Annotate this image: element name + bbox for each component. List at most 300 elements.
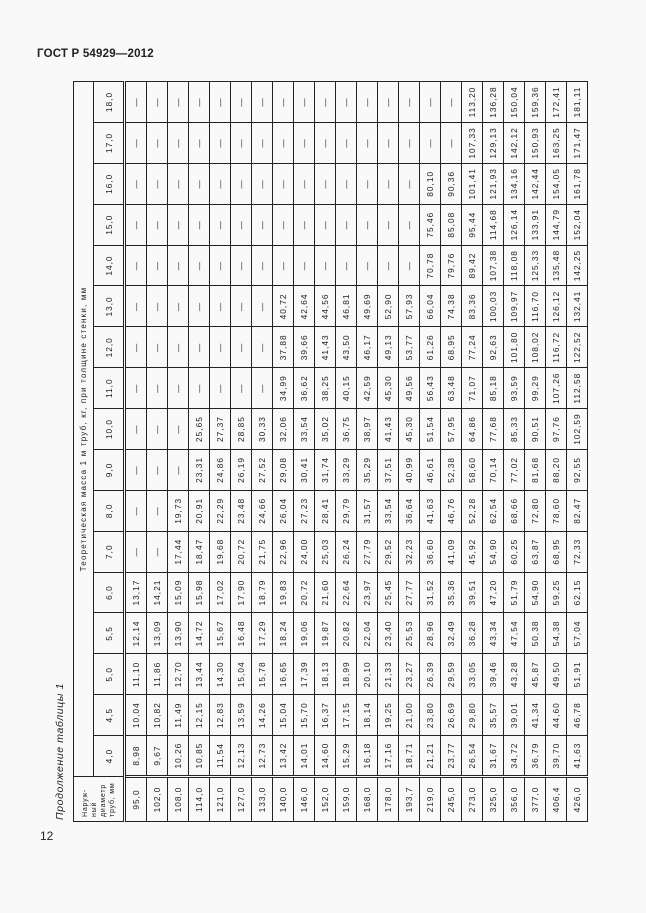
mass-value-cell: 33,29 bbox=[336, 450, 357, 491]
mass-value-cell: 26,19 bbox=[231, 450, 252, 491]
mass-value-cell: 35,29 bbox=[357, 450, 378, 491]
mass-value-cell: 129,13 bbox=[483, 123, 504, 164]
mass-value-cell: 19,68 bbox=[210, 531, 231, 572]
mass-value-cell: 26,39 bbox=[420, 654, 441, 695]
mass-value-cell: 126,14 bbox=[504, 204, 525, 245]
mass-value-cell: 50,38 bbox=[525, 613, 546, 654]
empty-mass-cell: — bbox=[378, 163, 399, 204]
empty-mass-cell: — bbox=[315, 123, 336, 164]
mass-value-cell: 142,25 bbox=[567, 245, 588, 286]
diameter-cell: 146,0 bbox=[294, 777, 315, 822]
mass-value-cell: 29,59 bbox=[441, 654, 462, 695]
mass-value-cell: 17,02 bbox=[210, 572, 231, 613]
mass-value-cell: 62,54 bbox=[483, 490, 504, 531]
mass-value-cell: 142,12 bbox=[504, 123, 525, 164]
mass-value-cell: 27,23 bbox=[294, 490, 315, 531]
mass-value-cell: 19,06 bbox=[294, 613, 315, 654]
mass-value-cell: 68,66 bbox=[504, 490, 525, 531]
mass-value-cell: 14,21 bbox=[147, 572, 168, 613]
mass-value-cell: 52,28 bbox=[462, 490, 483, 531]
mass-value-cell: 22,64 bbox=[336, 572, 357, 613]
empty-mass-cell: — bbox=[252, 163, 273, 204]
mass-value-cell: 34,99 bbox=[273, 368, 294, 409]
diameter-cell: 140,0 bbox=[273, 777, 294, 822]
mass-value-cell: 12,70 bbox=[168, 654, 189, 695]
empty-mass-cell: — bbox=[168, 123, 189, 164]
mass-value-cell: 19,83 bbox=[273, 572, 294, 613]
mass-value-cell: 32,06 bbox=[273, 409, 294, 450]
mass-value-cell: 23,40 bbox=[378, 613, 399, 654]
table-row bbox=[525, 82, 546, 822]
mass-value-cell: 22,29 bbox=[210, 490, 231, 531]
mass-value-cell: 116,72 bbox=[546, 327, 567, 368]
mass-value-cell: 11,49 bbox=[168, 695, 189, 736]
empty-mass-cell: — bbox=[294, 204, 315, 245]
empty-mass-cell: — bbox=[294, 245, 315, 286]
mass-value-cell: 21,00 bbox=[399, 695, 420, 736]
empty-mass-cell: — bbox=[210, 368, 231, 409]
mass-value-cell: 14,30 bbox=[210, 654, 231, 695]
mass-value-cell: 35,36 bbox=[441, 572, 462, 613]
mass-value-cell: 53,77 bbox=[399, 327, 420, 368]
mass-value-cell: 12,14 bbox=[125, 613, 147, 654]
empty-mass-cell: — bbox=[273, 245, 294, 286]
empty-mass-cell: — bbox=[252, 327, 273, 368]
mass-value-cell: 88,20 bbox=[546, 450, 567, 491]
mass-value-cell: 121,93 bbox=[483, 163, 504, 204]
empty-mass-cell: — bbox=[189, 204, 210, 245]
table-row bbox=[420, 82, 441, 822]
empty-mass-cell: — bbox=[168, 409, 189, 450]
empty-mass-cell: — bbox=[168, 82, 189, 123]
mass-value-cell: 17,29 bbox=[252, 613, 273, 654]
mass-value-cell: 15,98 bbox=[189, 572, 210, 613]
thickness-header-cell: 14,0 bbox=[94, 245, 125, 286]
mass-value-cell: 42,64 bbox=[294, 286, 315, 327]
table-row bbox=[378, 82, 399, 822]
mass-value-cell: 77,68 bbox=[483, 409, 504, 450]
empty-mass-cell: — bbox=[399, 204, 420, 245]
empty-mass-cell: — bbox=[189, 123, 210, 164]
mass-value-cell: 38,97 bbox=[357, 409, 378, 450]
mass-value-cell: 23,77 bbox=[441, 736, 462, 777]
empty-mass-cell: — bbox=[315, 245, 336, 286]
empty-mass-cell: — bbox=[147, 450, 168, 491]
mass-value-cell: 51,79 bbox=[504, 572, 525, 613]
mass-value-cell: 23,80 bbox=[420, 695, 441, 736]
diameter-cell: 121,0 bbox=[210, 777, 231, 822]
mass-value-cell: 97,76 bbox=[546, 409, 567, 450]
mass-value-cell: 58,60 bbox=[462, 450, 483, 491]
mass-value-cell: 142,44 bbox=[525, 163, 546, 204]
mass-value-cell: 29,08 bbox=[273, 450, 294, 491]
empty-mass-cell: — bbox=[399, 163, 420, 204]
diameter-cell: 193,7 bbox=[399, 777, 420, 822]
empty-mass-cell: — bbox=[147, 123, 168, 164]
mass-value-cell: 35,57 bbox=[483, 695, 504, 736]
mass-value-cell: 125,33 bbox=[525, 245, 546, 286]
empty-mass-cell: — bbox=[273, 82, 294, 123]
empty-mass-cell: — bbox=[231, 204, 252, 245]
standard-header: ГОСТ Р 54929—2012 bbox=[37, 48, 154, 60]
mass-value-cell: 23,31 bbox=[189, 450, 210, 491]
mass-value-cell: 70,14 bbox=[483, 450, 504, 491]
mass-value-cell: 17,16 bbox=[378, 736, 399, 777]
mass-value-cell: 71,07 bbox=[462, 368, 483, 409]
mass-value-cell: 133,91 bbox=[525, 204, 546, 245]
empty-mass-cell: — bbox=[125, 409, 147, 450]
table-caption-row bbox=[74, 82, 94, 822]
diameter-cell: 127,0 bbox=[231, 777, 252, 822]
mass-value-cell: 93,59 bbox=[504, 368, 525, 409]
empty-mass-cell: — bbox=[420, 82, 441, 123]
mass-value-cell: 51,54 bbox=[420, 409, 441, 450]
mass-value-cell: 20,91 bbox=[189, 490, 210, 531]
mass-value-cell: 114,68 bbox=[483, 204, 504, 245]
mass-value-cell: 22,04 bbox=[357, 613, 378, 654]
mass-value-cell: 144,79 bbox=[546, 204, 567, 245]
empty-mass-cell: — bbox=[378, 82, 399, 123]
mass-value-cell: 46,78 bbox=[567, 695, 588, 736]
mass-value-cell: 92,55 bbox=[567, 450, 588, 491]
empty-mass-cell: — bbox=[125, 82, 147, 123]
diameter-cell: 114,0 bbox=[189, 777, 210, 822]
mass-value-cell: 12,15 bbox=[189, 695, 210, 736]
diameter-cell: 377,0 bbox=[525, 777, 546, 822]
empty-mass-cell: — bbox=[252, 245, 273, 286]
mass-value-cell: 27,77 bbox=[399, 572, 420, 613]
mass-value-cell: 15,70 bbox=[294, 695, 315, 736]
mass-value-cell: 31,67 bbox=[483, 736, 504, 777]
empty-mass-cell: — bbox=[168, 163, 189, 204]
mass-value-cell: 16,18 bbox=[357, 736, 378, 777]
mass-value-cell: 57,04 bbox=[567, 613, 588, 654]
mass-value-cell: 32,23 bbox=[399, 531, 420, 572]
empty-mass-cell: — bbox=[420, 123, 441, 164]
mass-value-cell: 72,80 bbox=[525, 490, 546, 531]
mass-value-cell: 16,65 bbox=[273, 654, 294, 695]
mass-value-cell: 181,11 bbox=[567, 82, 588, 123]
mass-value-cell: 11,10 bbox=[125, 654, 147, 695]
empty-mass-cell: — bbox=[315, 82, 336, 123]
mass-value-cell: 33,05 bbox=[462, 654, 483, 695]
mass-value-cell: 11,86 bbox=[147, 654, 168, 695]
empty-mass-cell: — bbox=[147, 327, 168, 368]
empty-mass-cell: — bbox=[231, 368, 252, 409]
empty-mass-cell: — bbox=[252, 204, 273, 245]
mass-value-cell: 79,76 bbox=[441, 245, 462, 286]
thickness-header-cell: 9,0 bbox=[94, 450, 125, 491]
empty-mass-cell: — bbox=[189, 286, 210, 327]
mass-value-cell: 36,79 bbox=[525, 736, 546, 777]
thickness-header-cell: 4,0 bbox=[94, 736, 125, 777]
mass-value-cell: 28,96 bbox=[420, 613, 441, 654]
mass-value-cell: 113,20 bbox=[462, 82, 483, 123]
empty-mass-cell: — bbox=[252, 286, 273, 327]
mass-value-cell: 100,03 bbox=[483, 286, 504, 327]
diameter-cell: 426,0 bbox=[567, 777, 588, 822]
mass-value-cell: 33,54 bbox=[378, 490, 399, 531]
empty-mass-cell: — bbox=[210, 245, 231, 286]
table-row bbox=[399, 82, 420, 822]
mass-value-cell: 37,88 bbox=[273, 327, 294, 368]
mass-value-cell: 66,04 bbox=[420, 286, 441, 327]
mass-value-cell: 25,03 bbox=[315, 531, 336, 572]
mass-value-cell: 44,60 bbox=[546, 695, 567, 736]
empty-mass-cell: — bbox=[210, 204, 231, 245]
mass-value-cell: 15,04 bbox=[273, 695, 294, 736]
empty-mass-cell: — bbox=[168, 327, 189, 368]
mass-value-cell: 25,65 bbox=[189, 409, 210, 450]
empty-mass-cell: — bbox=[336, 123, 357, 164]
empty-mass-cell: — bbox=[294, 82, 315, 123]
empty-mass-cell: — bbox=[357, 245, 378, 286]
empty-mass-cell: — bbox=[231, 286, 252, 327]
mass-value-cell: 13,44 bbox=[189, 654, 210, 695]
diameter-cell: 133,0 bbox=[252, 777, 273, 822]
mass-value-cell: 101,41 bbox=[462, 163, 483, 204]
mass-value-cell: 78,60 bbox=[546, 490, 567, 531]
mass-value-cell: 161,78 bbox=[567, 163, 588, 204]
mass-value-cell: 30,33 bbox=[252, 409, 273, 450]
diameter-cell: 95,0 bbox=[125, 777, 147, 822]
table-row bbox=[567, 82, 588, 822]
mass-value-cell: 40,99 bbox=[399, 450, 420, 491]
mass-value-cell: 68,95 bbox=[441, 327, 462, 368]
mass-value-cell: 11,54 bbox=[210, 736, 231, 777]
mass-value-cell: 49,56 bbox=[399, 368, 420, 409]
mass-value-cell: 14,26 bbox=[252, 695, 273, 736]
mass-value-cell: 132,41 bbox=[567, 286, 588, 327]
empty-mass-cell: — bbox=[378, 245, 399, 286]
mass-value-cell: 29,52 bbox=[378, 531, 399, 572]
mass-value-cell: 90,36 bbox=[441, 163, 462, 204]
empty-mass-cell: — bbox=[441, 123, 462, 164]
mass-value-cell: 46,81 bbox=[336, 286, 357, 327]
mass-value-cell: 21,33 bbox=[378, 654, 399, 695]
thickness-header-cell: 16,0 bbox=[94, 163, 125, 204]
table-row bbox=[273, 82, 294, 822]
empty-mass-cell: — bbox=[273, 163, 294, 204]
empty-mass-cell: — bbox=[252, 82, 273, 123]
mass-value-cell: 26,04 bbox=[273, 490, 294, 531]
mass-value-cell: 68,95 bbox=[546, 531, 567, 572]
mass-value-cell: 23,48 bbox=[231, 490, 252, 531]
thickness-header-cell: 6,0 bbox=[94, 572, 125, 613]
empty-mass-cell: — bbox=[210, 82, 231, 123]
mass-value-cell: 46,61 bbox=[420, 450, 441, 491]
mass-value-cell: 13,17 bbox=[125, 572, 147, 613]
mass-value-cell: 31,74 bbox=[315, 450, 336, 491]
mass-value-cell: 102,59 bbox=[567, 409, 588, 450]
mass-value-cell: 59,25 bbox=[546, 572, 567, 613]
empty-mass-cell: — bbox=[125, 450, 147, 491]
rotated-table-block bbox=[51, 82, 592, 822]
mass-value-cell: 14,60 bbox=[315, 736, 336, 777]
empty-mass-cell: — bbox=[378, 204, 399, 245]
thickness-header-cell: 5,0 bbox=[94, 654, 125, 695]
mass-value-cell: 15,09 bbox=[168, 572, 189, 613]
mass-value-cell: 80,10 bbox=[420, 163, 441, 204]
empty-mass-cell: — bbox=[147, 286, 168, 327]
mass-value-cell: 24,66 bbox=[252, 490, 273, 531]
mass-value-cell: 19,25 bbox=[378, 695, 399, 736]
mass-value-cell: 40,72 bbox=[273, 286, 294, 327]
mass-value-cell: 47,54 bbox=[504, 613, 525, 654]
table-continuation-caption: Продолжение таблицы 1 bbox=[54, 682, 66, 820]
mass-value-cell: 95,44 bbox=[462, 204, 483, 245]
table-row bbox=[252, 82, 273, 822]
mass-value-cell: 45,87 bbox=[525, 654, 546, 695]
mass-value-cell: 24,00 bbox=[294, 531, 315, 572]
diameter-cell: 406,4 bbox=[546, 777, 567, 822]
empty-mass-cell: — bbox=[336, 204, 357, 245]
mass-value-cell: 70,78 bbox=[420, 245, 441, 286]
mass-value-cell: 10,04 bbox=[125, 695, 147, 736]
empty-mass-cell: — bbox=[210, 123, 231, 164]
mass-value-cell: 13,42 bbox=[273, 736, 294, 777]
empty-mass-cell: — bbox=[125, 531, 147, 572]
mass-value-cell: 41,43 bbox=[378, 409, 399, 450]
empty-mass-cell: — bbox=[273, 123, 294, 164]
mass-value-cell: 19,73 bbox=[168, 490, 189, 531]
mass-value-cell: 99,29 bbox=[525, 368, 546, 409]
mass-value-cell: 118,08 bbox=[504, 245, 525, 286]
mass-value-cell: 82,47 bbox=[567, 490, 588, 531]
mass-value-cell: 74,38 bbox=[441, 286, 462, 327]
diameter-cell: 159,0 bbox=[336, 777, 357, 822]
empty-mass-cell: — bbox=[441, 82, 462, 123]
mass-value-cell: 36,62 bbox=[294, 368, 315, 409]
mass-value-cell: 37,51 bbox=[378, 450, 399, 491]
mass-value-cell: 41,63 bbox=[567, 736, 588, 777]
mass-value-cell: 62,15 bbox=[567, 572, 588, 613]
mass-value-cell: 10,85 bbox=[189, 736, 210, 777]
mass-value-cell: 17,39 bbox=[294, 654, 315, 695]
table-row bbox=[462, 82, 483, 822]
empty-mass-cell: — bbox=[125, 163, 147, 204]
empty-mass-cell: — bbox=[231, 327, 252, 368]
empty-mass-cell: — bbox=[189, 163, 210, 204]
mass-value-cell: 83,36 bbox=[462, 286, 483, 327]
thickness-header-cell: 11,0 bbox=[94, 368, 125, 409]
empty-mass-cell: — bbox=[125, 286, 147, 327]
mass-value-cell: 9,67 bbox=[147, 736, 168, 777]
empty-mass-cell: — bbox=[147, 490, 168, 531]
mass-value-cell: 52,38 bbox=[441, 450, 462, 491]
empty-mass-cell: — bbox=[189, 327, 210, 368]
mass-value-cell: 159,36 bbox=[525, 82, 546, 123]
empty-mass-cell: — bbox=[147, 531, 168, 572]
diameter-cell: 273,0 bbox=[462, 777, 483, 822]
mass-value-cell: 135,48 bbox=[546, 245, 567, 286]
empty-mass-cell: — bbox=[147, 409, 168, 450]
mass-value-cell: 14,72 bbox=[189, 613, 210, 654]
mass-value-cell: 39,01 bbox=[504, 695, 525, 736]
empty-mass-cell: — bbox=[168, 245, 189, 286]
table-row bbox=[294, 82, 315, 822]
mass-value-cell: 49,13 bbox=[378, 327, 399, 368]
mass-value-cell: 116,70 bbox=[525, 286, 546, 327]
mass-value-cell: 24,86 bbox=[210, 450, 231, 491]
mass-value-cell: 89,42 bbox=[462, 245, 483, 286]
mass-value-cell: 21,75 bbox=[252, 531, 273, 572]
empty-mass-cell: — bbox=[147, 163, 168, 204]
mass-value-cell: 20,72 bbox=[231, 531, 252, 572]
mass-value-cell: 18,79 bbox=[252, 572, 273, 613]
thickness-header-cell: 8,0 bbox=[94, 490, 125, 531]
mass-value-cell: 39,66 bbox=[294, 327, 315, 368]
mass-value-cell: 27,79 bbox=[357, 531, 378, 572]
empty-mass-cell: — bbox=[315, 204, 336, 245]
empty-mass-cell: — bbox=[210, 327, 231, 368]
empty-mass-cell: — bbox=[273, 204, 294, 245]
empty-mass-cell: — bbox=[147, 204, 168, 245]
diameter-cell: 178,0 bbox=[378, 777, 399, 822]
table-row bbox=[147, 82, 168, 822]
mass-value-cell: 41,34 bbox=[525, 695, 546, 736]
thickness-header-cell: 5,5 bbox=[94, 613, 125, 654]
mass-value-cell: 136,28 bbox=[483, 82, 504, 123]
empty-mass-cell: — bbox=[231, 163, 252, 204]
mass-value-cell: 163,25 bbox=[546, 123, 567, 164]
empty-mass-cell: — bbox=[125, 368, 147, 409]
mass-value-cell: 10,26 bbox=[168, 736, 189, 777]
mass-value-cell: 29,80 bbox=[462, 695, 483, 736]
empty-mass-cell: — bbox=[168, 286, 189, 327]
mass-value-cell: 45,30 bbox=[378, 368, 399, 409]
table-body bbox=[125, 82, 588, 822]
mass-value-cell: 126,12 bbox=[546, 286, 567, 327]
empty-mass-cell: — bbox=[147, 368, 168, 409]
mass-value-cell: 36,60 bbox=[420, 531, 441, 572]
mass-value-cell: 101,80 bbox=[504, 327, 525, 368]
empty-mass-cell: — bbox=[336, 82, 357, 123]
mass-value-cell: 52,90 bbox=[378, 286, 399, 327]
diameter-cell: 108,0 bbox=[168, 777, 189, 822]
mass-value-cell: 77,24 bbox=[462, 327, 483, 368]
mass-value-cell: 81,68 bbox=[525, 450, 546, 491]
empty-mass-cell: — bbox=[125, 245, 147, 286]
mass-value-cell: 64,86 bbox=[462, 409, 483, 450]
mass-value-cell: 13,59 bbox=[231, 695, 252, 736]
table-row bbox=[210, 82, 231, 822]
mass-value-cell: 15,67 bbox=[210, 613, 231, 654]
diameter-cell: 102,0 bbox=[147, 777, 168, 822]
mass-value-cell: 15,29 bbox=[336, 736, 357, 777]
mass-value-cell: 107,26 bbox=[546, 368, 567, 409]
empty-mass-cell: — bbox=[231, 123, 252, 164]
empty-mass-cell: — bbox=[210, 163, 231, 204]
mass-value-cell: 49,50 bbox=[546, 654, 567, 695]
mass-value-cell: 28,41 bbox=[315, 490, 336, 531]
mass-value-cell: 109,97 bbox=[504, 286, 525, 327]
mass-value-cell: 43,34 bbox=[483, 613, 504, 654]
mass-value-cell: 38,25 bbox=[315, 368, 336, 409]
mass-value-cell: 23,97 bbox=[357, 572, 378, 613]
mass-value-cell: 33,54 bbox=[294, 409, 315, 450]
mass-value-cell: 20,82 bbox=[336, 613, 357, 654]
mass-value-cell: 43,50 bbox=[336, 327, 357, 368]
table-row bbox=[357, 82, 378, 822]
mass-value-cell: 77,02 bbox=[504, 450, 525, 491]
mass-value-cell: 25,45 bbox=[378, 572, 399, 613]
empty-mass-cell: — bbox=[231, 245, 252, 286]
diameter-cell: 219,0 bbox=[420, 777, 441, 822]
mass-value-cell: 57,95 bbox=[441, 409, 462, 450]
thickness-header-cell: 17,0 bbox=[94, 123, 125, 164]
diameter-cell: 168,0 bbox=[357, 777, 378, 822]
